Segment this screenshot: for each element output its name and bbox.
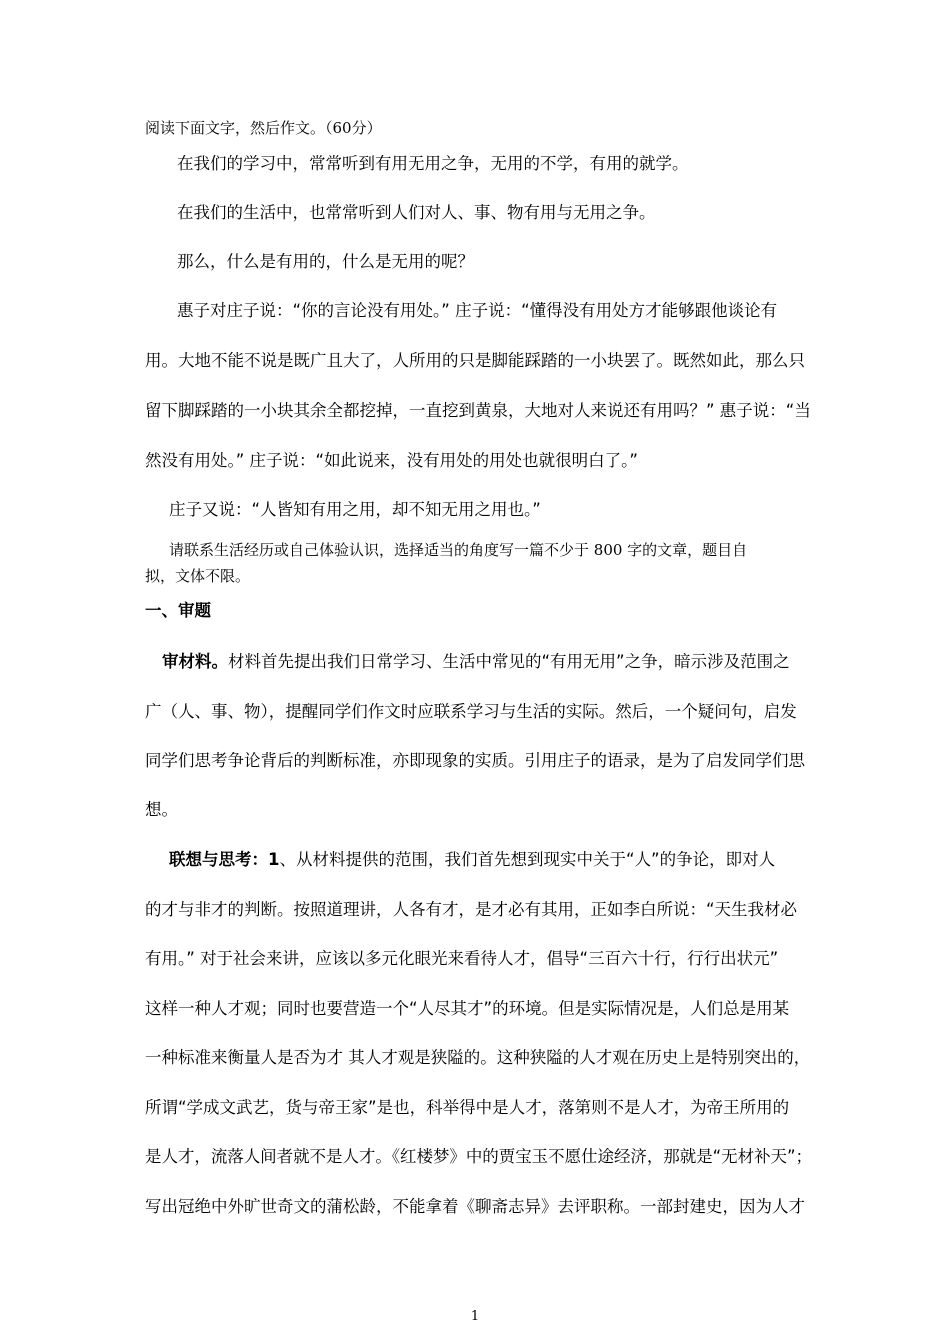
zhuangzi-dialogue-line-3: 留下脚踩踏的一小块其余全都挖掉，一直挖到黄泉，大地对人来说还有用吗？” 惠子说：“当 bbox=[145, 401, 811, 420]
material-analysis-line-3: 同学们思考争论背后的判断标准，亦即现象的实质。引用庄子的语录，是为了启发同学们思 bbox=[145, 751, 805, 770]
instruction-line: 阅读下面文字，然后作文。（60分） bbox=[145, 119, 382, 137]
section-heading: 一、审题 bbox=[145, 601, 211, 620]
material-analysis-label: 审材料。 bbox=[162, 652, 228, 671]
association-label: 联想与思考：1 bbox=[169, 850, 280, 869]
writing-requirement-line-2: 拟，文体不限。 bbox=[145, 567, 251, 585]
association-line-7: 是人才，流落人间者就不是人才。《红楼梦》中的贾宝玉不愿仕途经济，那就是“无材补天”； bbox=[145, 1147, 812, 1166]
page-number: 1 bbox=[470, 1309, 480, 1324]
zhuangzi-dialogue-line-4: 然没有用处。” 庄子说：“如此说来，没有用处的用处也就很明白了。” bbox=[145, 451, 638, 470]
zhuangzi-quote: 庄子又说：“人皆知有用之用，却不知无用之用也。” bbox=[169, 500, 541, 519]
material-analysis-line-4: 想。 bbox=[145, 800, 178, 819]
association-line-4: 这样一种人才观；同时也要营造一个“人尽其才”的环境。但是实际情况是，人们总是用某 bbox=[145, 999, 790, 1018]
association-line-2: 的才与非才的判断。按照道理讲，人各有才，是才必有其用，正如李白所说：“天生我材必 bbox=[145, 900, 798, 919]
material-analysis-line-2: 广（人、事、物），提醒同学们作文时应联系学习与生活的实际。然后，一个疑问句，启发 bbox=[145, 702, 797, 721]
prompt-paragraph-3: 那么，什么是有用的，什么是无用的呢？ bbox=[177, 252, 474, 271]
writing-requirement-line-1: 请联系生活经历或自己体验认识，选择适当的角度写一篇不少于 800 字的文章，题目自 bbox=[169, 541, 748, 559]
prompt-paragraph-1: 在我们的学习中，常常听到有用无用之争，无用的不学，有用的就学。 bbox=[177, 154, 689, 173]
association-line-6: 所谓“学成文武艺，货与帝王家”是也，科举得中是人才，落第则不是人才，为帝王所用的 bbox=[145, 1098, 790, 1117]
association-line-3: 有用。” 对于社会来讲，应该以多元化眼光来看待人才，倡导“三百六十行，行行出状元” bbox=[145, 949, 779, 968]
material-analysis-line-1 bbox=[162, 654, 790, 671]
association-line-5: 一种标准来衡量人是否为才 其人才观是狭隘的。这种狭隘的人才观在历史上是特别突出的， bbox=[145, 1048, 811, 1067]
association-line-8: 写出冠绝中外旷世奇文的蒲松龄，不能拿着《聊斋志异》去评职称。一部封建史，因为人才 bbox=[145, 1197, 805, 1216]
association-text: 、从材料提供的范围，我们首先想到现实中关于“人”的争论，即对人 bbox=[279, 850, 776, 869]
association-line-1 bbox=[169, 852, 775, 869]
prompt-paragraph-2: 在我们的生活中，也常常听到人们对人、事、物有用与无用之争。 bbox=[177, 203, 656, 222]
material-analysis-text: 材料首先提出我们日常学习、生活中常见的“有用无用”之争，暗示涉及范围之 bbox=[228, 652, 790, 671]
zhuangzi-dialogue-line-2: 用。大地不能不说是既广且大了，人所用的只是脚能踩踏的一小块罢了。既然如此，那么只 bbox=[145, 351, 805, 370]
zhuangzi-dialogue-line-1: 惠子对庄子说：“你的言论没有用处。” 庄子说：“懂得没有用处方才能够跟他谈论有 bbox=[177, 301, 778, 320]
